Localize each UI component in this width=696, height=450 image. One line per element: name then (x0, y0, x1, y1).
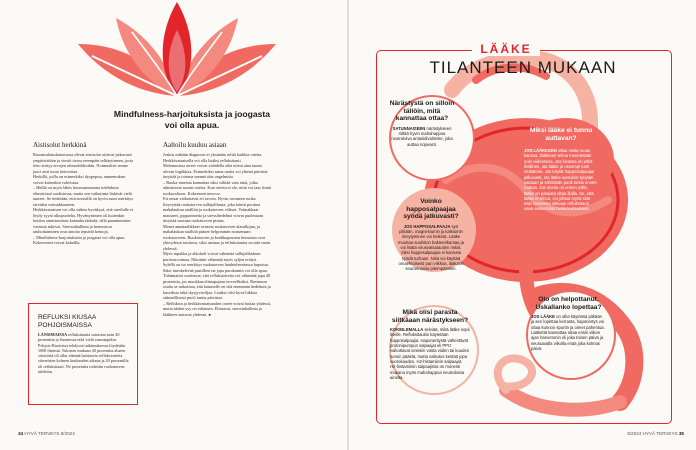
answer-text: selviää, mikä lääke sopii itselle. Refluksitautiin käytetään happosalpaajia. Haponeritystä vähentävät protonipumpun salpaajat eli PPI:t vaikuttavat oireisiin vasta viiden tai kuuden tunnin päästä, mutta vaikutus kestää jopa vuorokauden. H2-histamiinin salpaajat. H2-histamiinin salpaajissa on monesti mukana myös mahahappoa neutraloivia aineita. (390, 327, 470, 380)
section-heading: Aistisolut herkkinä (33, 141, 87, 149)
paragraph: – Mindfulness-harjoituksista ja joogasta voi olla apua. Kokeeseeni voivat kokeilla. (33, 234, 126, 245)
qa-stopping (531, 296, 606, 351)
answer-text: on ollut käytössä pitkään ja sen lopettaa kerrasta, haponertys voi ottaa kunnon spurtin ja oireet pahentua. Lääkettä kannattaa ottaa ensin viikon ajan harvemmin eli joka toinen päivä ja seuraavalla viikolla enää joka kolmas päivä. (531, 314, 605, 351)
answer (524, 148, 598, 212)
paragraph: Myös tupakka ja alkoholi voivat vähentää salkijalihaksen puristusvoimaa. Nikotiini vähentää myös syljen erittyä. (163, 251, 261, 262)
answer-lead: SATUNNAISEEN (392, 125, 426, 131)
question: Närästystä on silloin tällöin, mitä kannattaa ottaa? (389, 100, 455, 123)
paragraph: – Heillä on myös lähes huomaamatonta tulehdusta elimistössä suolistossa, mutta sen vaikutusta lisäävät vielä tunteet. Se tiedetään, että stressillä on hyvin suuri merkitys oireiden voimakkuuteen. (33, 185, 134, 207)
fact-box-body: refluksitautia sairastaa noin 20 prosenttia ja Suomessa eikä vielä vaarompikin. Pohjois-Ruotsissa tehdyssä tutkimuksessa löydettiin 1000 ihmistä. Tulosten mukaan 40 prosenttia alueen väestöstä oli ollut elämää haittaavia refluksioireita viimeisten kolmen kuukauden aikana ja 20 prosentilla oli refluksitauti. Ne prosenttia todettiin ruokatorven tulehdus. (38, 332, 129, 375)
intro-quote: Mindfulness-harjoituksista ja joogasta voi olla apua. (113, 109, 271, 130)
answer-lead: JOS LÄÄKKEEN (524, 148, 557, 154)
qa-best-option (390, 309, 470, 380)
page-title: TILANTEEN MUKAAN (429, 58, 617, 77)
paragraph: – Refluksin ja herkkävatsaisuuden oireet voivat hoitaa yhdessä, mutta niiden syy on erilainen. Elintavat, stressinhallinta ja lääkkeet auttavat yhdessä. ● (163, 300, 271, 317)
paragraph: Eri neuat vaikuttavat eri tavoin. Hyvin ravaneen ruoka liityvyttää ruokatorven sulkijalihasta, joka toimii porttina mahalaukun sisällön ja ruokatorven välissä. Voimakkaat mausteet, pippurimetta ja stressihedelmä voivat puolestaan ärsyttää suoraan ruokatorven pintaa. (163, 196, 264, 223)
question: Mikä olisi parasta siitkäaan närästykseen? (391, 309, 469, 324)
magazine-name: HYVÄ TERVEYS 8/2024 (24, 431, 75, 436)
folio-left (18, 431, 75, 436)
lotus-illustration (72, 0, 282, 106)
answer-lead: JOS HAPPOSALPAAJA (403, 223, 451, 229)
paragraph: Ruoansulatuskanavassa olevat aistisolut aistivat jatkuvasti ympäristöään ja viestit tietoa eteenpäin selkäytimeen, josta tieto siirtyy aivojen ohimolohkoihin. Normaalisti emme juuri aisti tuota tietovirtaa. (33, 152, 133, 174)
fact-box-heading: REFLUKSI KIUSAA POHJOISMAISSA (38, 314, 96, 329)
paragraph: Sylellä on iso merkitys ruokatorven huuhtelemisessa hapoista. Siksi imeskelevää pastillien tai jopa purukumin voi olla apua. (163, 262, 269, 273)
paragraph: Herkillä, joilla on esimerkiksi dyspepsia, tunnemukset voivat kuitenkin vahvistua. (33, 174, 126, 185)
fact-box-lead: LÄNSIMAISSA (38, 332, 68, 337)
magazine-name: 8/2024 HYVÄ TERVEYS (627, 431, 678, 436)
left-page (0, 0, 347, 450)
paragraph: Herkkävatsaisen voi olla vaikea hyväksyä, että oireilulle ei löydy syytä ulkopuolelta. Hyvänyrtimen oli kuitenkin hoidon onnistumisen kannalta tärkeää, sillä parantumisen vastusta tukevat. Stressinhallinta ja hermoston rauhoittaminen ovat ainoita tepsiviä keinoja. (33, 207, 134, 234)
answer (531, 314, 606, 351)
qa-medicine-not-working (524, 127, 598, 212)
question: Olo on helpottanut. Uskallanko lopettaa? (535, 296, 602, 311)
section-heading: Aaltoilu kuuluu asiaan (163, 141, 227, 149)
title-word: LÄÄKE (472, 43, 540, 56)
answer (390, 327, 470, 380)
folio-right (627, 431, 684, 436)
paragraph: Joskus mikään diagnoosi ei yksinään selitä kaikkia oireita. Herkkävatsaisella voi olla lisäksi refluksitauti. (163, 152, 263, 163)
question: Miksi lääke ei tunnu auttavan? (529, 127, 593, 142)
answer-text: ottaa vasta ruoan kanssa, lääkkeen tehoa menetetään noin viidessosa. Jos kivassa on pitkä ihallinen, ota lääke jo useampi tunti etukäteen. Jos käytät happosalpaajaa jatkuvasti, ota lääke aamuisin tyhjään vatsaan ja vähintään puoli tuntia ennen ruokaa. Jos oireita on ennen yöllä, lääke on paraista ottaa illalla. Se, että lääke ei tehoa, voi johtua myös siitä ettei kyseessä olekaan refluksitauti vaan esimerkiksi herkkävatsaisuus. (524, 148, 597, 212)
paragraph: Tuhtimaiset osoittavat, että refluksioireita voi vähentää jopa 40 prosenttia, jos muokkaa elintapojaan terveellisiksi. Ravinnon osalta se tarkoittaa, että lautaselle on sitä enemmän hedelmiä ja kasviksia sekä täysjyväviljaa. Lisäksi olisi hyvä liikkua säännöllisesti puoli tuntia päivässä. (163, 273, 271, 300)
paragraph: Molemmissa oireet voivat vaihdella eikä niissä aina tunnu olevan logiikkaa. Esimerkiksi sama ruoka voi yhtenä päivänä ärsyttää ja toisena mennä alas ongelmitta. (163, 163, 268, 179)
fact-box-text (38, 332, 131, 374)
article-column-2 (163, 141, 273, 317)
paragraph: – Ruoka-aineista kannattaa siksi välttää vain niitä, jotka aiheuttavat suurin oireita. Kun oireita ei ole, niitä voi taas lisätä ruokavalioon. Kokeeseen neuvoo. (163, 179, 271, 196)
paragraph: Monet annataalikkeet avaavat ruokatorven alasulkijan, ja mahalaukun sisältöä pääsee helpommin nousemaan ruokatorveen. Ruokatorven ja keuhkopussien hermosta ovat yhteydessä toisiinsa, siksi astmaa ja refluksitautia on niin usein yhdessä. (163, 223, 271, 251)
qa-occasional-heartburn (389, 100, 455, 147)
question: Voinko happosalpaajaa syödä jatkuvasti? (403, 198, 459, 221)
answer-lead: JOS LÄÄKE (531, 314, 555, 320)
answer (389, 126, 455, 147)
page-number: 35 (678, 431, 684, 436)
article-column-1 (33, 141, 134, 246)
answer (398, 224, 464, 272)
answer-lead: KOKEILEMALLA (390, 327, 424, 333)
page-number: 34 (18, 431, 24, 436)
answer-text: syö pitkään, magnesiumin ja kalsiumin imeytyminen voi heiketä. Lääke muuttaa suoliston bakteerikantaa ja voi lisätä virusvatsatautien riskiä. Siksi happosalpaajaa ei kannata syödä turhaan. Niitä voi käyttää omaehtoisesti pari viikkoa, lääkärin seurannassa pitempäänkin. (398, 223, 464, 272)
answer-text: närästykseen riittää hyvin mahahappoa neutraloiva antasidivalmiste, joka auttaa nopeasti. (391, 125, 453, 147)
fact-box (28, 303, 138, 405)
qa-continuous-use (398, 198, 464, 271)
